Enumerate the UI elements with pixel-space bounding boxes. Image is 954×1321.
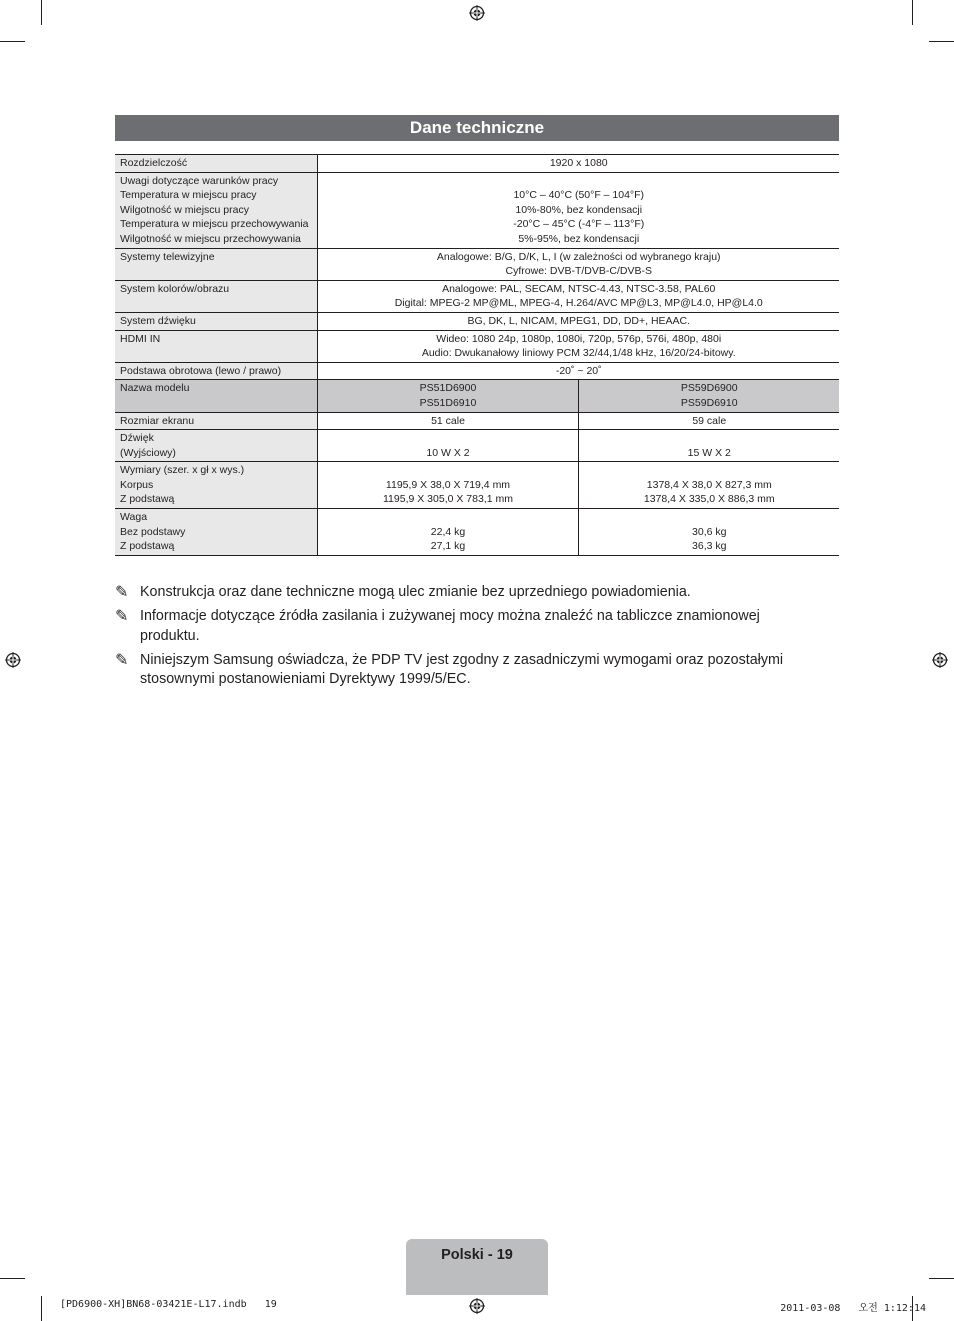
- table-row: [115, 430, 839, 462]
- spec-label: HDMI IN: [115, 330, 317, 362]
- table-row: [115, 380, 839, 412]
- table-row: [115, 280, 839, 312]
- note-text: Konstrukcja oraz dane techniczne mogą ulec zmianie bez uprzedniego powiadomienia.: [140, 584, 691, 600]
- spec-value: 10 W X 2: [317, 430, 578, 462]
- note-text: Niniejszym Samsung oświadcza, że PDP TV jest zgodny z zasadniczymi wymogami oraz pozostałymi stosownymi postanowieniami Dyrektywy 1999/5/EC.: [140, 651, 784, 687]
- spec-value: -20˚ ~ 20˚: [317, 362, 839, 380]
- spec-label: Wymiary (szer. x gł x wys.) Korpus Z podstawą: [115, 462, 317, 509]
- table-row: [115, 462, 839, 509]
- table-row: [115, 412, 839, 430]
- spec-label: System dźwięku: [115, 312, 317, 330]
- spec-value: 15 W X 2: [578, 430, 839, 462]
- spec-label: Waga Bez podstawy Z podstawą: [115, 509, 317, 556]
- note-text: Informacje dotyczące źródła zasilania i zużywanej mocy można znaleźć na tabliczce znamionowej produktu.: [140, 608, 760, 644]
- note-item: [115, 583, 805, 603]
- spec-label: System kolorów/obrazu: [115, 280, 317, 312]
- table-row: [115, 362, 839, 380]
- spec-value: BG, DK, L, NICAM, MPEG1, DD, DD+, HEAAC.: [317, 312, 839, 330]
- table-row: [115, 172, 839, 248]
- spec-label: Uwagi dotyczące warunków pracy Temperatura w miejscu pracy Wilgotność w miejscu pracy Temperatura w miejscu przechowywania Wilgotność w miejscu przechowywania: [115, 172, 317, 248]
- spec-value: 10°C – 40°C (50°F – 104°F) 10%-80%, bez kondensacji -20°C – 45°C (-4°F – 113°F) 5%-95%, bez kondensacji: [317, 172, 839, 248]
- crop-mark: [41, 0, 42, 25]
- pencil-icon: ✎: [115, 584, 129, 601]
- notes-list: [115, 583, 805, 694]
- spec-value: 22,4 kg 27,1 kg: [317, 509, 578, 556]
- pencil-icon: ✎: [115, 651, 129, 669]
- spec-value: Wideo: 1080 24p, 1080p, 1080i, 720p, 576p, 576i, 480p, 480i Audio: Dwukanałowy liniowy PCM 32/44,1/48 kHz, 16/20/24-bitowy.: [317, 330, 839, 362]
- spec-label: Rozmiar ekranu: [115, 412, 317, 430]
- model-name: PS51D6900 PS51D6910: [317, 380, 578, 412]
- spec-table: [115, 154, 839, 556]
- date-slug: 2011-03-08 오전 1:12:14: [780, 1303, 926, 1314]
- spec-value: 1195,9 X 38,0 X 719,4 mm 1195,9 X 305,0 X 783,1 mm: [317, 462, 578, 509]
- spec-label: Systemy telewizyjne: [115, 248, 317, 280]
- crop-mark: [912, 0, 913, 25]
- file-slug: [PD6900-XH]BN68-03421E-L17.indb 19: [60, 1299, 277, 1310]
- spec-label: Podstawa obrotowa (lewo / prawo): [115, 362, 317, 380]
- spec-value: Analogowe: B/G, D/K, L, I (w zależności od wybranego kraju) Cyfrowe: DVB-T/DVB-C/DVB-S: [317, 248, 839, 280]
- table-row: [115, 248, 839, 280]
- registration-mark-icon: [469, 1298, 485, 1314]
- table-row: [115, 155, 839, 173]
- spec-label: Dźwięk (Wyjściowy): [115, 430, 317, 462]
- registration-mark-icon: [932, 652, 948, 668]
- registration-mark-icon: [469, 5, 485, 21]
- table-row: [115, 312, 839, 330]
- spec-value: 51 cale: [317, 412, 578, 430]
- model-name: PS59D6900 PS59D6910: [578, 380, 839, 412]
- spec-value: 59 cale: [578, 412, 839, 430]
- spec-label: Nazwa modelu: [115, 380, 317, 412]
- spec-value: Analogowe: PAL, SECAM, NTSC-4.43, NTSC-3.58, PAL60 Digital: MPEG-2 MP@ML, MPEG-4, H.264/AVC MP@L3, MP@L4.0, HP@L4.0: [317, 280, 839, 312]
- crop-mark: [41, 1296, 42, 1321]
- crop-mark: [0, 41, 25, 42]
- pencil-icon: ✎: [115, 608, 129, 625]
- spec-label: Rozdzielczość: [115, 155, 317, 173]
- crop-mark: [929, 41, 954, 42]
- page-title: Dane techniczne: [115, 115, 839, 141]
- table-row: [115, 330, 839, 362]
- registration-mark-icon: [5, 652, 21, 668]
- spec-value: 30,6 kg 36,3 kg: [578, 509, 839, 556]
- spec-value: 1920 x 1080: [317, 155, 839, 173]
- crop-mark: [929, 1278, 954, 1279]
- page-number-tab: Polski - 19: [406, 1239, 548, 1295]
- crop-mark: [0, 1278, 25, 1279]
- table-row: [115, 509, 839, 556]
- spec-value: 1378,4 X 38,0 X 827,3 mm 1378,4 X 335,0 X 886,3 mm: [578, 462, 839, 509]
- note-item: [115, 651, 805, 690]
- note-item: [115, 607, 805, 646]
